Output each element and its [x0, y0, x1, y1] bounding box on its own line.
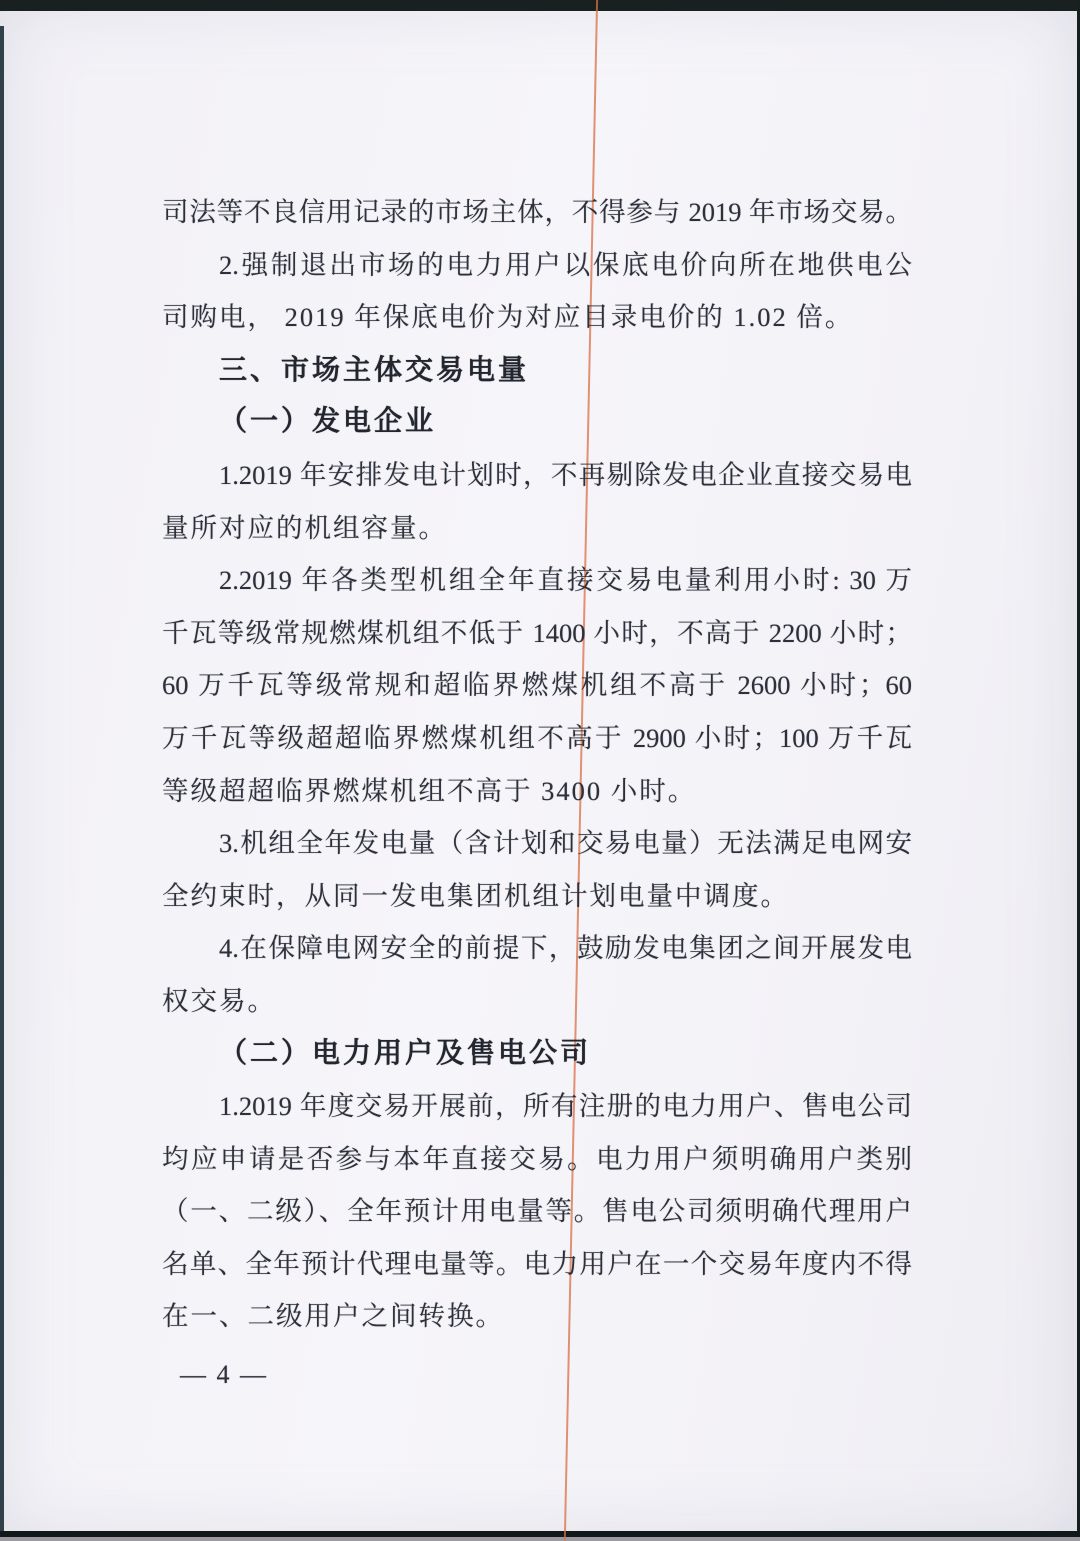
page-number: — 4 — — [180, 1360, 268, 1389]
text-line: 千瓦等级常规燃煤机组不低于 1400 小时，不高于 2200 小时； — [162, 617, 912, 648]
text-line: 均应申请是否参与本年直接交易。电力用户须明确用户类别 — [162, 1143, 912, 1174]
text-line: 3.机组全年发电量（含计划和交易电量）无法满足电网安 — [219, 828, 912, 859]
scan-edge-left — [0, 26, 4, 1537]
text-line: 等级超超临界燃煤机组不高于 3400 小时。 — [162, 775, 697, 806]
text-line: 2.强制退出市场的电力用户以保底电价向所在地供电公 — [219, 249, 912, 280]
text-line: 2.2019 年各类型机组全年直接交易电量利用小时: 30 万 — [219, 565, 912, 596]
text-line: 权交易。 — [162, 985, 276, 1016]
text-line: 4.在保障电网安全的前提下，鼓励发电集团之间开展发电 — [219, 933, 912, 964]
section-heading: 三、市场主体交易电量 — [219, 353, 530, 385]
text-line: 全约束时，从同一发电集团机组计划电量中调度。 — [162, 880, 789, 911]
text-line: 量所对应的机组容量。 — [162, 512, 447, 543]
text-line: 在一、二级用户之间转换。 — [162, 1301, 504, 1332]
text-line: 司法等不良信用记录的市场主体，不得参与 2019 年市场交易。 — [162, 197, 912, 227]
scan-edge-top — [0, 0, 1080, 11]
text-line: 60 万千瓦等级常规和超临界燃煤机组不高于 2600 小时；60 — [162, 670, 912, 701]
subsection-heading: （一）发电企业 — [219, 406, 437, 438]
text-line: 名单、全年预计代理电量等。电力用户在一个交易年度内不得 — [162, 1248, 912, 1279]
text-line: 万千瓦等级超超临界燃煤机组不高于 2900 小时；100 万千瓦 — [162, 722, 912, 753]
scan-edge-bottom — [0, 1531, 1080, 1537]
text-line: 司购电， 2019 年保底电价为对应目录电价的 1.02 倍。 — [162, 302, 854, 333]
text-line: （一、二级）、全年预计用电量等。售电公司须明确代理用户 — [162, 1196, 912, 1227]
document-body — [162, 186, 912, 1343]
text-line: 1.2019 年安排发电计划时，不再剔除发电企业直接交易电 — [219, 459, 912, 490]
subsection-heading: （二）电力用户及售电公司 — [219, 1037, 592, 1069]
text-line: 1.2019 年度交易开展前，所有注册的电力用户、售电公司 — [219, 1091, 912, 1122]
